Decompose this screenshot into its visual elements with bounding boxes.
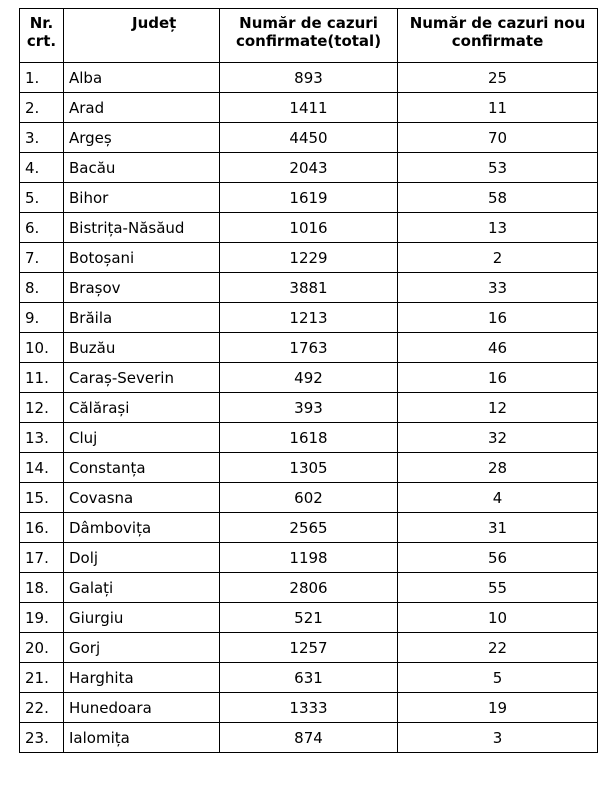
row-judet-cell: Covasna bbox=[64, 483, 220, 513]
row-total-cases-cell: 3881 bbox=[220, 273, 398, 303]
row-total-cases-cell: 393 bbox=[220, 393, 398, 423]
row-total-cases-cell: 602 bbox=[220, 483, 398, 513]
header-total-cases bbox=[220, 9, 398, 63]
header-new-line2: confirmate bbox=[451, 32, 544, 50]
row-nr-cell: 6. bbox=[20, 213, 64, 243]
row-total-cases-cell: 893 bbox=[220, 63, 398, 93]
row-new-cases-cell: 70 bbox=[398, 123, 598, 153]
row-total-cases-cell: 1618 bbox=[220, 423, 398, 453]
table-row bbox=[20, 363, 598, 393]
table-row bbox=[20, 423, 598, 453]
row-nr-cell: 14. bbox=[20, 453, 64, 483]
table-row bbox=[20, 273, 598, 303]
row-new-cases-cell: 19 bbox=[398, 693, 598, 723]
header-new-line1: Număr de cazuri nou bbox=[409, 14, 586, 32]
row-new-cases-cell: 58 bbox=[398, 183, 598, 213]
row-nr-cell: 9. bbox=[20, 303, 64, 333]
row-judet-cell: Brăila bbox=[64, 303, 220, 333]
table-row bbox=[20, 153, 598, 183]
header-row bbox=[20, 9, 598, 63]
row-new-cases-cell: 3 bbox=[398, 723, 598, 753]
row-total-cases-cell: 2043 bbox=[220, 153, 398, 183]
row-new-cases-cell: 10 bbox=[398, 603, 598, 633]
row-judet-cell: Dâmbovița bbox=[64, 513, 220, 543]
table-row bbox=[20, 603, 598, 633]
row-new-cases-cell: 11 bbox=[398, 93, 598, 123]
row-judet-cell: Caraș-Severin bbox=[64, 363, 220, 393]
table-row bbox=[20, 483, 598, 513]
row-judet-cell: Bacău bbox=[64, 153, 220, 183]
row-new-cases-cell: 31 bbox=[398, 513, 598, 543]
row-total-cases-cell: 1619 bbox=[220, 183, 398, 213]
row-new-cases-cell: 12 bbox=[398, 393, 598, 423]
table-row bbox=[20, 633, 598, 663]
header-new-cases bbox=[398, 9, 598, 63]
table-row bbox=[20, 303, 598, 333]
row-judet-cell: Ialomița bbox=[64, 723, 220, 753]
row-new-cases-cell: 28 bbox=[398, 453, 598, 483]
row-new-cases-cell: 25 bbox=[398, 63, 598, 93]
row-nr-cell: 22. bbox=[20, 693, 64, 723]
header-nr-line2: crt. bbox=[26, 32, 57, 50]
header-total-line1: Număr de cazuri bbox=[239, 14, 378, 32]
row-nr-cell: 5. bbox=[20, 183, 64, 213]
header-nr-crt bbox=[20, 9, 64, 63]
table-row bbox=[20, 393, 598, 423]
row-judet-cell: Galați bbox=[64, 573, 220, 603]
row-total-cases-cell: 492 bbox=[220, 363, 398, 393]
table-row bbox=[20, 693, 598, 723]
row-total-cases-cell: 1213 bbox=[220, 303, 398, 333]
row-nr-cell: 10. bbox=[20, 333, 64, 363]
row-judet-cell: Hunedoara bbox=[64, 693, 220, 723]
row-nr-cell: 1. bbox=[20, 63, 64, 93]
row-judet-cell: Brașov bbox=[64, 273, 220, 303]
table-row bbox=[20, 543, 598, 573]
header-judet-label: Județ bbox=[132, 14, 177, 32]
table-row bbox=[20, 123, 598, 153]
row-new-cases-cell: 2 bbox=[398, 243, 598, 273]
row-new-cases-cell: 53 bbox=[398, 153, 598, 183]
row-nr-cell: 3. bbox=[20, 123, 64, 153]
row-new-cases-cell: 16 bbox=[398, 303, 598, 333]
header-total-line2: confirmate(total) bbox=[235, 32, 382, 50]
row-judet-cell: Giurgiu bbox=[64, 603, 220, 633]
row-total-cases-cell: 874 bbox=[220, 723, 398, 753]
row-new-cases-cell: 4 bbox=[398, 483, 598, 513]
row-new-cases-cell: 13 bbox=[398, 213, 598, 243]
row-new-cases-cell: 22 bbox=[398, 633, 598, 663]
row-new-cases-cell: 56 bbox=[398, 543, 598, 573]
row-nr-cell: 2. bbox=[20, 93, 64, 123]
row-judet-cell: Constanța bbox=[64, 453, 220, 483]
table-row bbox=[20, 183, 598, 213]
row-nr-cell: 19. bbox=[20, 603, 64, 633]
row-total-cases-cell: 631 bbox=[220, 663, 398, 693]
table-row bbox=[20, 573, 598, 603]
row-total-cases-cell: 2806 bbox=[220, 573, 398, 603]
row-new-cases-cell: 46 bbox=[398, 333, 598, 363]
row-new-cases-cell: 55 bbox=[398, 573, 598, 603]
row-nr-cell: 8. bbox=[20, 273, 64, 303]
row-total-cases-cell: 1198 bbox=[220, 543, 398, 573]
row-total-cases-cell: 4450 bbox=[220, 123, 398, 153]
row-nr-cell: 23. bbox=[20, 723, 64, 753]
row-judet-cell: Buzău bbox=[64, 333, 220, 363]
row-judet-cell: Gorj bbox=[64, 633, 220, 663]
row-total-cases-cell: 1016 bbox=[220, 213, 398, 243]
row-judet-cell: Călărași bbox=[64, 393, 220, 423]
row-nr-cell: 4. bbox=[20, 153, 64, 183]
row-total-cases-cell: 1411 bbox=[220, 93, 398, 123]
row-nr-cell: 11. bbox=[20, 363, 64, 393]
row-judet-cell: Harghita bbox=[64, 663, 220, 693]
table-row bbox=[20, 333, 598, 363]
table-row bbox=[20, 93, 598, 123]
row-total-cases-cell: 1229 bbox=[220, 243, 398, 273]
row-nr-cell: 17. bbox=[20, 543, 64, 573]
row-judet-cell: Arad bbox=[64, 93, 220, 123]
row-new-cases-cell: 32 bbox=[398, 423, 598, 453]
row-total-cases-cell: 1333 bbox=[220, 693, 398, 723]
table-row bbox=[20, 63, 598, 93]
row-nr-cell: 21. bbox=[20, 663, 64, 693]
table-row bbox=[20, 513, 598, 543]
row-nr-cell: 18. bbox=[20, 573, 64, 603]
row-judet-cell: Bistrița-Năsăud bbox=[64, 213, 220, 243]
row-judet-cell: Cluj bbox=[64, 423, 220, 453]
table-row bbox=[20, 213, 598, 243]
row-total-cases-cell: 2565 bbox=[220, 513, 398, 543]
row-total-cases-cell: 521 bbox=[220, 603, 398, 633]
table-row bbox=[20, 663, 598, 693]
row-nr-cell: 7. bbox=[20, 243, 64, 273]
row-nr-cell: 16. bbox=[20, 513, 64, 543]
row-total-cases-cell: 1763 bbox=[220, 333, 398, 363]
row-judet-cell: Argeș bbox=[64, 123, 220, 153]
header-judet bbox=[64, 9, 220, 63]
table-row bbox=[20, 243, 598, 273]
row-nr-cell: 20. bbox=[20, 633, 64, 663]
row-new-cases-cell: 33 bbox=[398, 273, 598, 303]
row-new-cases-cell: 5 bbox=[398, 663, 598, 693]
row-total-cases-cell: 1305 bbox=[220, 453, 398, 483]
row-nr-cell: 15. bbox=[20, 483, 64, 513]
table-header bbox=[20, 9, 598, 63]
table-body bbox=[20, 63, 598, 753]
row-judet-cell: Botoșani bbox=[64, 243, 220, 273]
row-new-cases-cell: 16 bbox=[398, 363, 598, 393]
table-row bbox=[20, 723, 598, 753]
row-judet-cell: Dolj bbox=[64, 543, 220, 573]
cases-table bbox=[19, 8, 598, 753]
header-nr-line1: Nr. bbox=[29, 14, 54, 32]
table-row bbox=[20, 453, 598, 483]
row-judet-cell: Alba bbox=[64, 63, 220, 93]
row-judet-cell: Bihor bbox=[64, 183, 220, 213]
row-nr-cell: 13. bbox=[20, 423, 64, 453]
row-nr-cell: 12. bbox=[20, 393, 64, 423]
row-total-cases-cell: 1257 bbox=[220, 633, 398, 663]
